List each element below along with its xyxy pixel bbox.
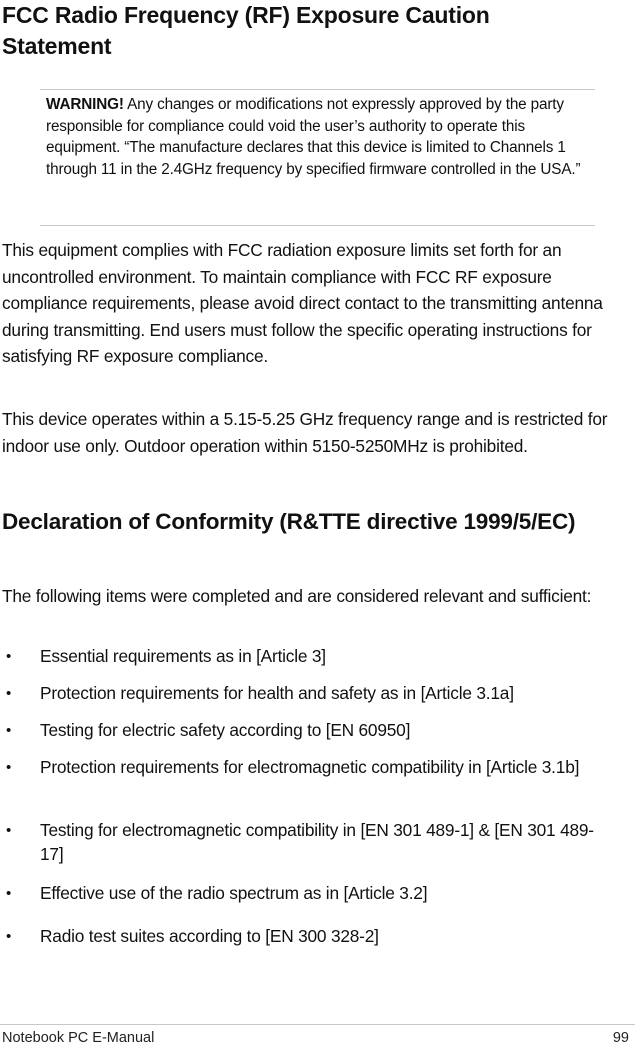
conformity-heading: Declaration of Conformity (R&TTE directive 1999/5/EC) [2, 509, 576, 534]
warning-label: WARNING! [46, 96, 124, 113]
list-item-text: Effective use of the radio spectrum as in [Article 3.2] [40, 883, 428, 903]
items-intro-paragraph: The following items were completed and are considered relevant and sufficient: [2, 586, 592, 606]
list-item-text: Radio test suites according to [EN 300 328-2] [40, 926, 379, 946]
footer-title: Notebook PC E-Manual [2, 1030, 155, 1046]
list-item-text: Essential requirements as in [Article 3] [40, 646, 326, 666]
page-number: 99 [612, 1030, 629, 1046]
list-item-text: Protection requirements for electromagnetic compatibility in [Article 3.1b] [40, 757, 580, 777]
bullet-icon: • [6, 822, 12, 839]
bullet-icon: • [6, 722, 12, 739]
bullet-icon: • [6, 648, 12, 665]
warning-body: Any changes or modifications not expressly approved by the party responsible for compliance could void the user’s authority to operate this equipment. “The manufacture declares that this device is limited to Channels 1 through 11 in the 2.4GHz frequency by specified firmware controlled in the USA.” [46, 96, 581, 179]
bullet-icon: • [6, 759, 12, 776]
rf-limits-paragraph: This equipment complies with FCC radiation exposure limits set forth for an uncontrolled environment. To maintain compliance with FCC RF exposure compliance requirements, please avoid direct contact to the transmitting antenna during transmitting. End users must follow the specific operating instructions for satisfying RF exposure compliance. [2, 240, 603, 367]
rf-exposure-heading: FCC Radio Frequency (RF) Exposure Caution Statement [2, 2, 490, 59]
footer-divider [0, 1024, 635, 1025]
frequency-paragraph: This device operates within a 5.15-5.25 GHz frequency range and is restricted for indoor use only. Outdoor operation within 5150-5250MHz is prohibited. [2, 409, 608, 456]
bullet-icon: • [6, 685, 12, 702]
bullet-icon: • [6, 928, 12, 945]
bullet-icon: • [6, 885, 12, 902]
list-item-text: Testing for electromagnetic compatibility in [EN 301 489-1] & [EN 301 489-17] [40, 820, 594, 864]
list-item-text: Testing for electric safety according to [EN 60950] [40, 720, 411, 740]
warning-text [46, 94, 595, 181]
list-item-text: Protection requirements for health and safety as in [Article 3.1a] [40, 683, 514, 703]
warning-box [40, 89, 595, 226]
